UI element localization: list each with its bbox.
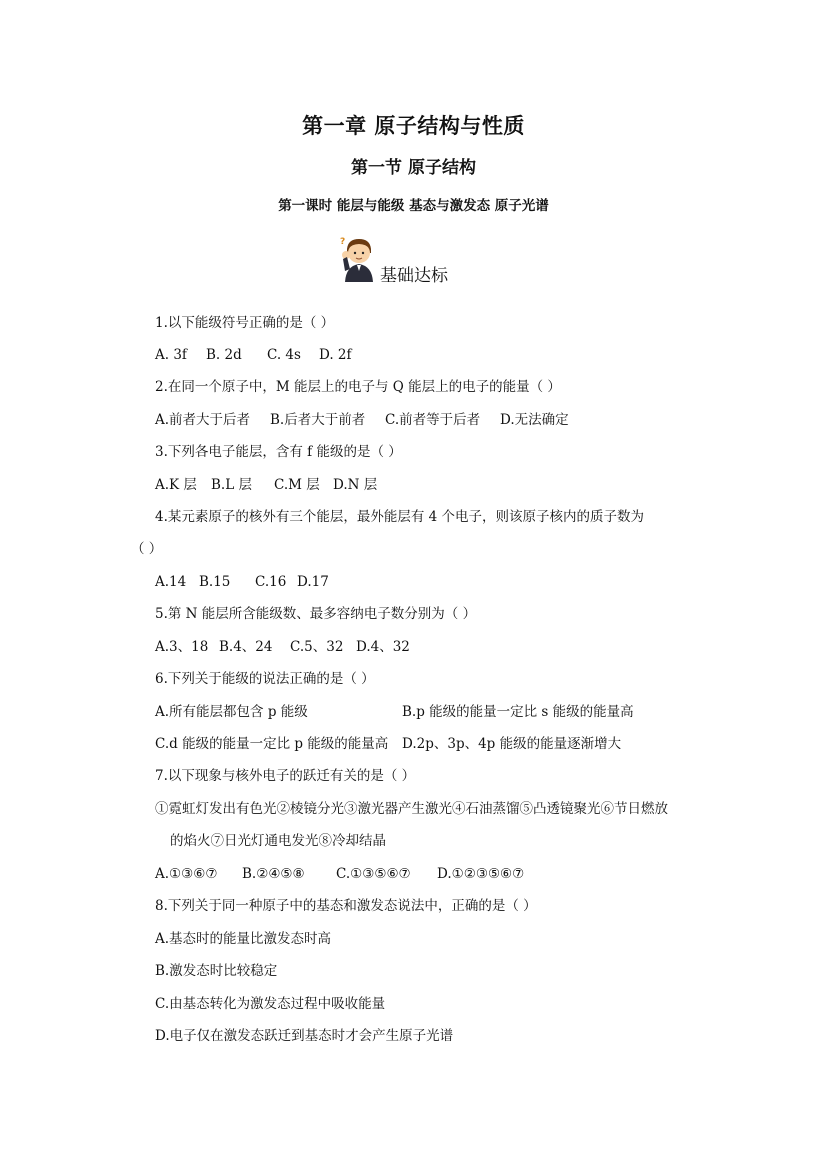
question-stem: 3.下列各电子能层，含有 f 能级的是（ ） bbox=[155, 444, 402, 460]
thinking-boy-icon bbox=[338, 235, 382, 283]
option-d: D.①②③⑤⑥⑦ bbox=[437, 866, 525, 882]
phenomena-list-continued: 的焰火⑦日光灯通电发光⑧冷却结晶 bbox=[170, 833, 386, 849]
option-b: B. 2d bbox=[206, 347, 242, 363]
option-a: A.前者大于后者 bbox=[155, 412, 251, 428]
option-b: B.4、24 bbox=[219, 639, 273, 655]
option-c: C.16 bbox=[255, 574, 287, 590]
question-stem: 4.某元素原子的核外有三个能层，最外能层有 4 个电子，则该原子核内的质子数为 bbox=[155, 509, 645, 525]
question-options bbox=[155, 573, 329, 591]
svg-text:?: ? bbox=[340, 237, 346, 247]
question-stem: 5.第 N 能层所含能级数、最多容纳电子数分别为（ ） bbox=[155, 606, 477, 622]
option-b: B.后者大于前者 bbox=[270, 412, 366, 428]
question-options bbox=[155, 638, 410, 656]
question-stem-continued: （ ） bbox=[131, 541, 163, 557]
question-options bbox=[155, 346, 352, 364]
section-title: 第一节 原子结构 bbox=[351, 158, 476, 178]
option-b: B.激发态时比较稳定 bbox=[155, 963, 278, 979]
lesson-title: 第一课时 能层与能级 基态与激发态 原子光谱 bbox=[278, 198, 549, 214]
option-b: B.15 bbox=[199, 574, 231, 590]
option-b: B.p 能级的能量一定比 s 能级的能量高 bbox=[402, 704, 634, 720]
basic-practice-badge bbox=[338, 235, 478, 285]
option-a: A.K 层 bbox=[155, 477, 197, 493]
option-b: B.②④⑤⑧ bbox=[242, 866, 305, 882]
option-a: A.所有能层都包含 p 能级 bbox=[155, 704, 308, 720]
phenomena-list: ①霓虹灯发出有色光②棱镜分光③激光器产生激光④石油蒸馏⑤凸透镜聚光⑥节日燃放 bbox=[155, 801, 668, 817]
option-d: D.17 bbox=[297, 574, 329, 590]
badge-label: 基础达标 bbox=[380, 266, 448, 286]
option-a: A.3、18 bbox=[155, 639, 209, 655]
option-a: A.14 bbox=[155, 574, 187, 590]
option-c: C.M 层 bbox=[274, 477, 320, 493]
option-a: A.基态时的能量比激发态时高 bbox=[155, 931, 332, 947]
question-options bbox=[155, 703, 634, 721]
question-stem: 7.以下现象与核外电子的跃迁有关的是（ ） bbox=[155, 768, 416, 784]
option-d: D. 2f bbox=[319, 347, 352, 363]
option-a: A.①③⑥⑦ bbox=[155, 866, 218, 882]
question-stem: 2.在同一个原子中，M 能层上的电子与 Q 能层上的电子的能量（ ） bbox=[155, 379, 561, 395]
option-c: C.5、32 bbox=[290, 639, 344, 655]
option-d: D.电子仅在激发态跃迁到基态时才会产生原子光谱 bbox=[155, 1028, 454, 1044]
option-b: B.L 层 bbox=[211, 477, 252, 493]
option-c: C.前者等于后者 bbox=[385, 412, 481, 428]
option-a: A. 3f bbox=[155, 347, 187, 363]
question-options bbox=[155, 865, 524, 883]
option-d: D.2p、3p、4p 能级的能量逐渐增大 bbox=[402, 736, 622, 752]
option-c: C.d 能级的能量一定比 p 能级的能量高 bbox=[155, 736, 389, 752]
option-c: C. 4s bbox=[267, 347, 301, 363]
option-c: C.由基态转化为激发态过程中吸收能量 bbox=[155, 996, 386, 1012]
question-stem: 1.以下能级符号正确的是（ ） bbox=[155, 315, 335, 331]
option-d: D.4、32 bbox=[356, 639, 410, 655]
question-stem: 6.下列关于能级的说法正确的是（ ） bbox=[155, 671, 375, 687]
question-options bbox=[155, 411, 569, 429]
question-stem: 8.下列关于同一种原子中的基态和激发态说法中，正确的是（ ） bbox=[155, 898, 537, 914]
option-d: D.N 层 bbox=[333, 477, 378, 493]
chapter-title: 第一章 原子结构与性质 bbox=[302, 113, 525, 138]
option-c: C.①③⑤⑥⑦ bbox=[336, 866, 411, 882]
question-options bbox=[155, 476, 377, 494]
option-d: D.无法确定 bbox=[500, 412, 569, 428]
question-options bbox=[155, 735, 621, 753]
